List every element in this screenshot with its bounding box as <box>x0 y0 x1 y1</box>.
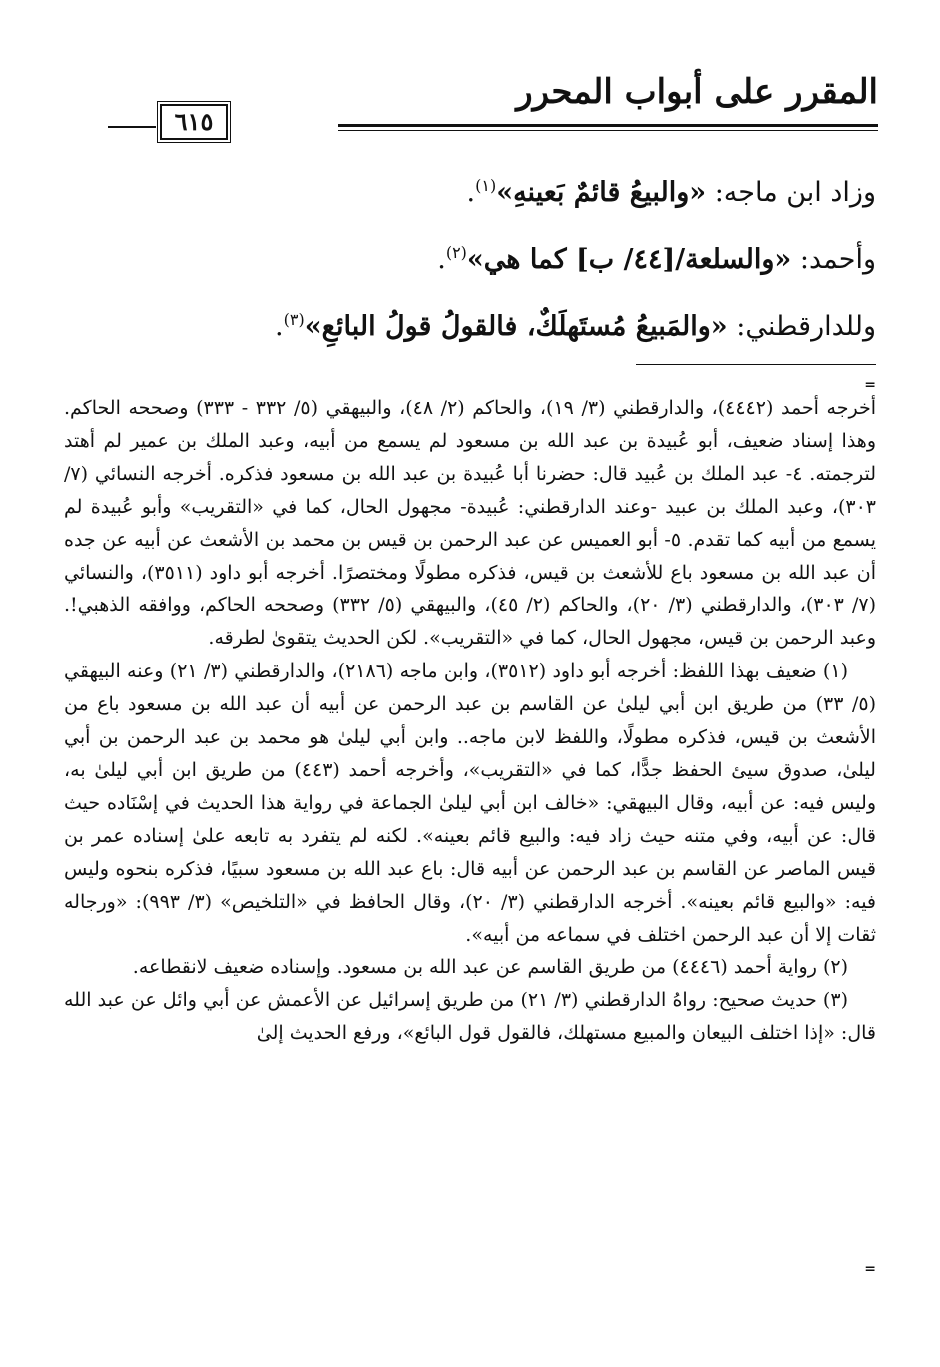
main-line <box>116 156 876 223</box>
line-prefix: وللدارقطني: <box>727 311 876 342</box>
footnote-ref: (٣) <box>283 310 305 329</box>
book-title: المقرر على أبواب المحرر <box>516 72 878 112</box>
footnote-1: (١) ضعيف بهذا اللفظ: أخرجه أبو داود (٣٥١٢)، وابن ماجه (٢١٨٦)، والدارقطني (٣/ ٢١) وعنه البيهقي (٥/ ٣٣) من طريق ابن أبي ليلىٰ عن القاسم بن عبد الرحمن عن أبيه أن عبد الله بن مسعود باع من الأشعث بن قيس، فذكره مطولًا، واللفظ لابن ماجه.. وابن أبي ليلىٰ هو محمد بن عبد الرحمن بن أبي ليلىٰ، صدوق سيئ الحفظ جدًّا، كما في «التقريب»، وأخرجه أحمد (٤٤٣) من طريق ابن أبي ليلىٰ به، وليس فيه: عن أبيه، وقال البيهقي: «خالف ابن أبي ليلىٰ الجماعة في رواية هذا الحديث في إسْنَاده حيث قال: عن أبيه، وفي متنه حيث زاد فيه: والبيع قائم بعينه». لكنه لم يتفرد به تابعه علىٰ إسناده عمر بن قيس الماصر عن القاسم بن عبد الرحمن عن أبيه قال: باع عبد الله بن مسعود سبيًا، فذكره بنحوه وليس فيه: «والبيع قائم بعينه». أخرجه الدارقطني (٣/ ٢٠)، وقال الحافظ في «التلخيص» (٣/ ٩٩٣): «ورجاله ثقات إلا أن عبد الرحمن اختلف في سماعه من أبيه». <box>64 660 877 946</box>
footnote-separator <box>636 364 876 365</box>
line-prefix: وأحمد: <box>791 244 876 275</box>
page-header <box>108 60 878 140</box>
header-rule-thin <box>338 130 878 131</box>
main-line <box>116 290 876 357</box>
footnote-continued: أخرجه أحمد (٤٤٤٢)، والدارقطني (٣/ ١٩)، والحاكم (٢/ ٤٨)، والبيهقي (٥/ ٣٣٢ - ٣٣٣) وصححه الحاكم. وهذا إسناد ضعيف، أبو عُبيدة بن عبد الله بن مسعود لم يسمع من أبيه، وعبد الملك بن عمير لم أهتد لترجمته. ٤- عبد الملك بن عُبيد قال: حضرنا أبا عُبيدة بن عبد الله بن مسعود فذكره. أخرجه النسائي (٧/ ٣٠٣)، وعبد الملك بن عبيد -وعند الدارقطني: عُبيدة- مجهول الحال، كما في «التقريب» وأبو عُبيدة لم يسمع من أبيه كما تقدم. ٥- أبو العميس عن عبد الرحمن بن قيس بن محمد بن الأشعث عن أبيه عن جده أن عبد الله بن مسعود باع للأشعث بن قيس، فذكره مطولًا ومختصرًا. أخرجه أبو داود (٣٥١١)، والنسائي (٧/ ٣٠٣)، والدارقطني (٣/ ٢٠)، والحاكم (٢/ ٤٥)، والبيهقي (٥/ ٣٣٢) وصححه الحاكم، ووافقه الذهبي!. وعبد الرحمن بن قيس، مجهول الحال، كما في «التقريب». لكن الحديث يتقوىٰ لطرقه. <box>64 397 877 650</box>
hadith-quote: «والسلعة/[٤٤/ ب] كما هي» <box>466 244 792 275</box>
footnote-2: (٢) رواية أحمد (٤٤٤٦) من طريق القاسم عن عبد الله بن مسعود. وإسناده ضعيف لانقطاعه. <box>132 956 848 979</box>
footnote-ref: (١) <box>475 176 497 195</box>
hadith-quote: «والمَبيعُ مُستَهلَكٌ، فالقولُ قولُ البائعِ» <box>304 311 728 342</box>
hadith-quote: «والبيعُ قائمٌ بَعينهِ» <box>496 177 707 208</box>
line-suffix: . <box>275 311 284 342</box>
header-rule <box>338 124 878 127</box>
page-number: ٦١٥ <box>160 104 228 140</box>
continuation-mark: = <box>864 1261 876 1277</box>
header-rule-left <box>108 126 156 128</box>
main-text <box>116 156 876 357</box>
line-suffix: . <box>466 177 476 208</box>
main-line <box>116 223 876 290</box>
line-prefix: وزاد ابن ماجه: <box>706 177 876 208</box>
footnote-ref: (٢) <box>445 243 467 262</box>
footnote-3: (٣) حديث صحيح: رواهُ الدارقطني (٣/ ٢١) من طريق إسرائيل عن الأعمش عن أبي وائل عن عبد الله قال: «إذا اختلف البيعان والمبيع مستهلك، فالقول قول البائع»، ورفع الحديث إلىٰ <box>64 989 876 1045</box>
footnotes <box>64 392 876 1050</box>
continuation-mark: = <box>864 377 876 393</box>
line-suffix: . <box>437 244 446 275</box>
